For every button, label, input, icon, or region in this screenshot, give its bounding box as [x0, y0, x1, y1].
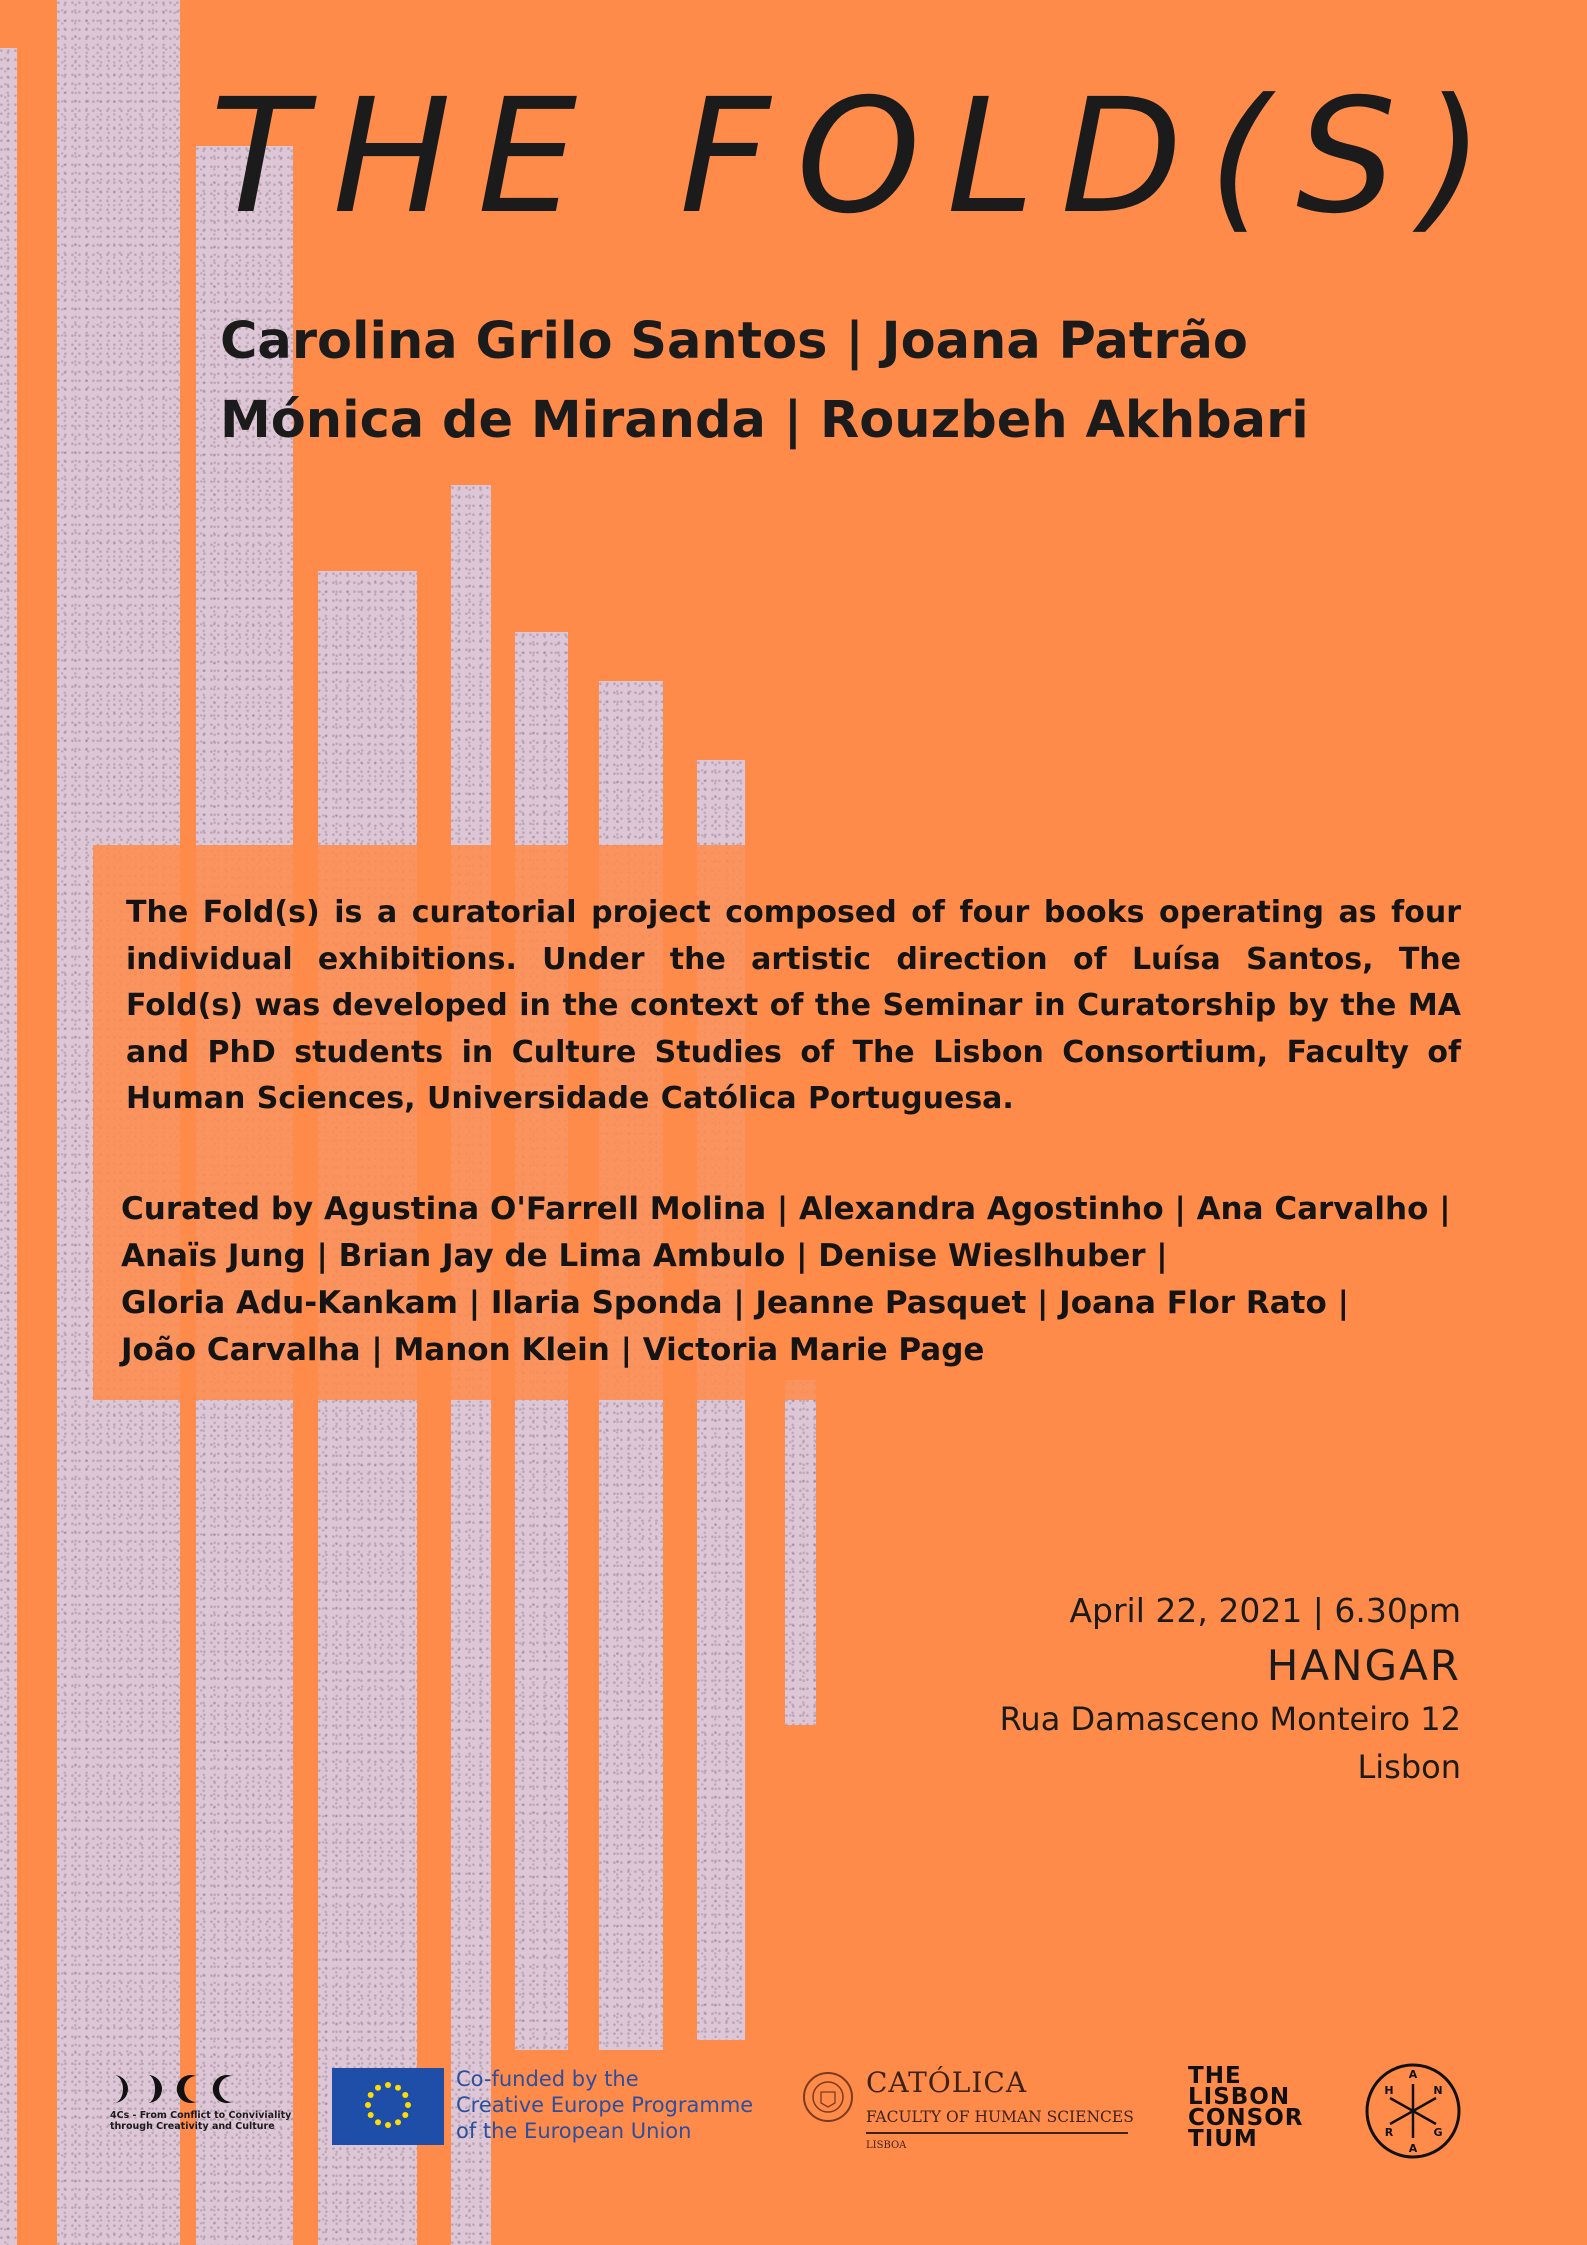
- hangar-letter: H: [1384, 2084, 1394, 2097]
- event-date: April 22, 2021 | 6.30pm: [1069, 1591, 1461, 1630]
- lisbon-logo-line: LISBON: [1188, 2084, 1291, 2110]
- eu-caption: [456, 2066, 756, 2144]
- fourcs-caption-line: 4Cs - From Conflict to Conviviality: [110, 2110, 292, 2121]
- artist-names: [220, 302, 1370, 460]
- catolica-name: CATÓLICA: [866, 2066, 1028, 2099]
- stripe: [0, 48, 17, 2245]
- lisbon-logo-line: THE: [1188, 2063, 1242, 2089]
- catolica-city: LISBOA: [866, 2140, 907, 2151]
- eu-caption-line: Co-funded by the: [456, 2067, 639, 2091]
- curators-line: Anaïs Jung | Brian Jay de Lima Ambulo | Denise Wieslhuber |: [121, 1238, 1168, 1274]
- lisbon-consortium-logo: [1188, 2063, 1318, 2152]
- eu-caption-line: of the European Union: [456, 2119, 692, 2143]
- lisbon-logo-line: TIUM: [1188, 2126, 1258, 2152]
- artist-line: Mónica de Miranda | Rouzbeh Akhbari: [220, 391, 1309, 450]
- divider: [866, 2132, 1128, 2134]
- artist-line: Carolina Grilo Santos | Joana Patrão: [220, 312, 1248, 371]
- eu-logo: [332, 2068, 752, 2148]
- catolica-logo: [803, 2066, 1133, 2156]
- curators-line: João Carvalha | Manon Klein | Victoria Marie Page: [121, 1332, 985, 1368]
- eu-flag-icon: [332, 2068, 444, 2145]
- fourcs-logo: [110, 2072, 310, 2132]
- event-address: Rua Damasceno Monteiro 12: [999, 1700, 1461, 1738]
- hangar-letter: G: [1433, 2126, 1443, 2139]
- fourcs-caption: [110, 2110, 310, 2132]
- hangar-letter: A: [1408, 2068, 1418, 2081]
- fourcs-caption-line: through Creativity and Culture: [110, 2121, 275, 2132]
- event-info: [1000, 1585, 1461, 1791]
- hangar-letter: R: [1384, 2126, 1394, 2139]
- event-city: Lisbon: [1357, 1748, 1461, 1786]
- stripe: [785, 1380, 816, 1725]
- hangar-letter: A: [1408, 2142, 1418, 2155]
- event-venue: HANGAR: [1266, 1641, 1461, 1690]
- curators-line: Gloria Adu-Kankam | Ilaria Sponda | Jeanne Pasquet | Joana Flor Rato |: [121, 1285, 1349, 1321]
- lisbon-logo-line: CONSOR: [1188, 2105, 1304, 2131]
- curators-line: Curated by Agustina O'Farrell Molina | Alexandra Agostinho | Ana Carvalho |: [121, 1191, 1451, 1227]
- stripe: [318, 571, 417, 2245]
- hangar-letter: N: [1433, 2084, 1443, 2097]
- moon-phases-icon: [110, 2072, 310, 2106]
- project-description: The Fold(s) is a curatorial project composed of four books operating as four individual exhibitions. Under the artistic direction of Luísa Santos, The Fold(s) was developed in the context of the Seminar in Curatorship by the MA and PhD students in Culture Studies of The Lisbon Consortium, Faculty of Human Sciences, Universidade Católica Portuguesa.: [126, 895, 1461, 1116]
- curators-list: [121, 1186, 1461, 1374]
- sponsor-logos: [0, 2050, 1587, 2160]
- hangar-logo: [1364, 2062, 1462, 2160]
- university-seal-icon: [803, 2072, 853, 2122]
- hangar-star-icon: [1364, 2062, 1462, 2160]
- catolica-subtitle: FACULTY OF HUMAN SCIENCES: [866, 2108, 1134, 2126]
- eu-caption-line: Creative Europe Programme: [456, 2093, 754, 2117]
- poster-title: THE FOLD(S): [210, 65, 1510, 249]
